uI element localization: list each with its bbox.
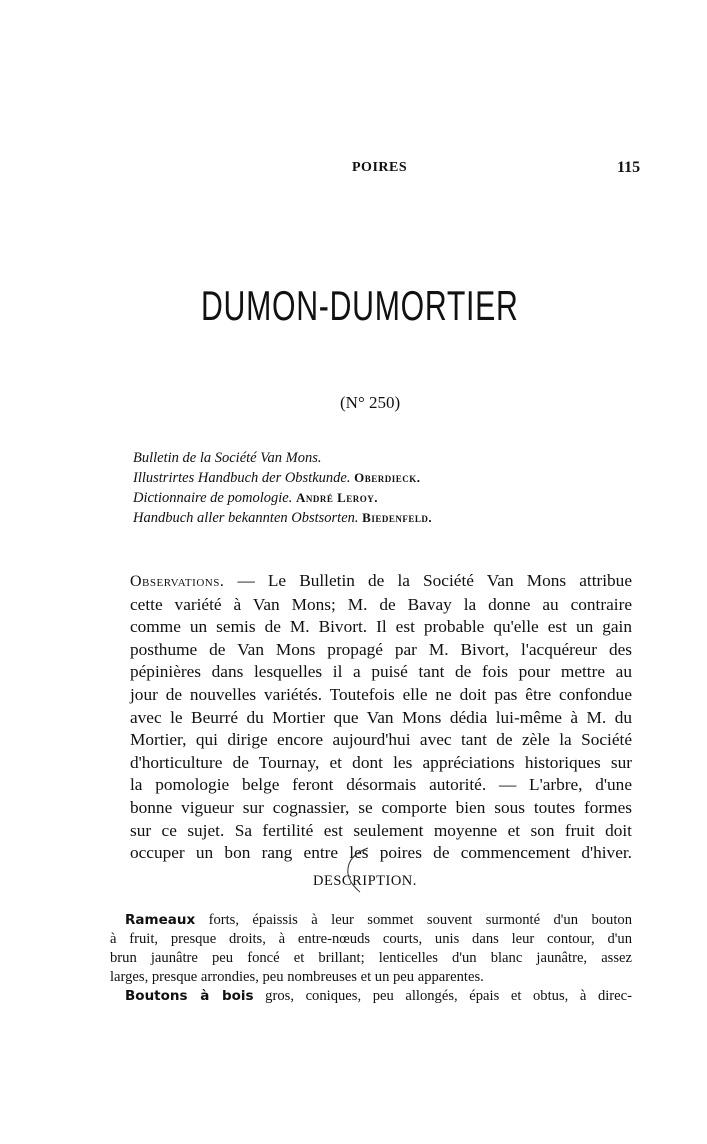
observations-paragraph: [130, 570, 632, 865]
reference-item: [133, 468, 432, 488]
reference-author: Biedenfeld.: [362, 510, 433, 525]
text-line: la pomologie belge feront désormais autorité. — L'arbre, d'une: [130, 775, 632, 795]
reference-work: Illustrirtes Handbuch der Obstkunde.: [133, 470, 351, 486]
description-heading: DESCRIPTION.: [313, 873, 417, 889]
references-list: [133, 449, 432, 528]
reference-author: Oberdieck.: [354, 470, 421, 485]
term-boutons-a-bois: Boutons à bois: [125, 988, 254, 1004]
text-line: — Le Bulletin de la Société Van Mons attribue: [224, 571, 632, 590]
text-line: sur ce sujet. Sa fertilité est seulement moyenne et son fruit doit: [130, 820, 632, 840]
text-line: jour de nouvelles variétés. Toutefois elle ne doit pas être confondue: [130, 684, 632, 704]
text-line: bonne vigueur sur cognassier, se comporte bien sous toutes formes: [130, 797, 632, 817]
variety-number: (N° 250): [340, 393, 401, 412]
text-line: occuper un bon rang entre les poires de commencement d'hiver.: [130, 843, 632, 863]
text-line: brun jaunâtre peu foncé et brillant; lenticelles d'un blanc jaunâtre, assez: [110, 950, 632, 966]
reference-work: Bulletin de la Société Van Mons.: [133, 450, 322, 466]
reference-item: [133, 449, 432, 468]
reference-item: [133, 488, 432, 508]
text-line: [110, 911, 632, 930]
description-text: [110, 911, 632, 1006]
running-head: POIRES: [352, 160, 408, 175]
text-line: posthume de Van Mons propagé par M. Bivort, l'acquéreur des: [130, 639, 632, 659]
text-line: [110, 987, 632, 1006]
page-title: DUMON-DUMORTIER: [200, 282, 519, 329]
text-line: comme un semis de M. Bivort. Il est probable qu'elle est un gain: [130, 617, 632, 637]
text-line: cette variété à Van Mons; M. de Bavay la donne au contraire: [130, 594, 632, 614]
text-line: d'horticulture de Tournay, et dont les appréciations historiques sur: [130, 752, 632, 772]
reference-author: André Leroy.: [295, 490, 379, 505]
reference-work: Dictionnaire de pomologie.: [133, 490, 293, 506]
page-number: 115: [617, 159, 641, 176]
term-rameaux: Rameaux: [125, 912, 196, 928]
observations-label: Observations.: [130, 573, 225, 590]
text-line: à fruit, presque droits, à entre-nœuds courts, unis dans leur contour, d'un: [110, 931, 632, 947]
pencil-mark-icon: [336, 846, 376, 896]
reference-item: [133, 508, 432, 528]
text-fragment: forts, épaissis à leur sommet souvent surmonté d'un bouton: [195, 912, 632, 928]
text-fragment: gros, coniques, peu allongés, épais et obtus, à direc-: [253, 988, 632, 1004]
text-line: larges, presque arrondies, peu nombreuses et un peu apparentes.: [110, 969, 484, 985]
text-line: pépinières dans lesquelles il a puisé tant de fois pour mettre au: [130, 662, 632, 682]
text-line: Mortier, qui dirige encore aujourd'hui avec tant de zèle la Société: [130, 730, 632, 750]
reference-work: Handbuch aller bekannten Obstsorten.: [133, 510, 359, 526]
text-line: avec le Beurré du Mortier que Van Mons dédia lui-même à M. du: [130, 707, 632, 727]
